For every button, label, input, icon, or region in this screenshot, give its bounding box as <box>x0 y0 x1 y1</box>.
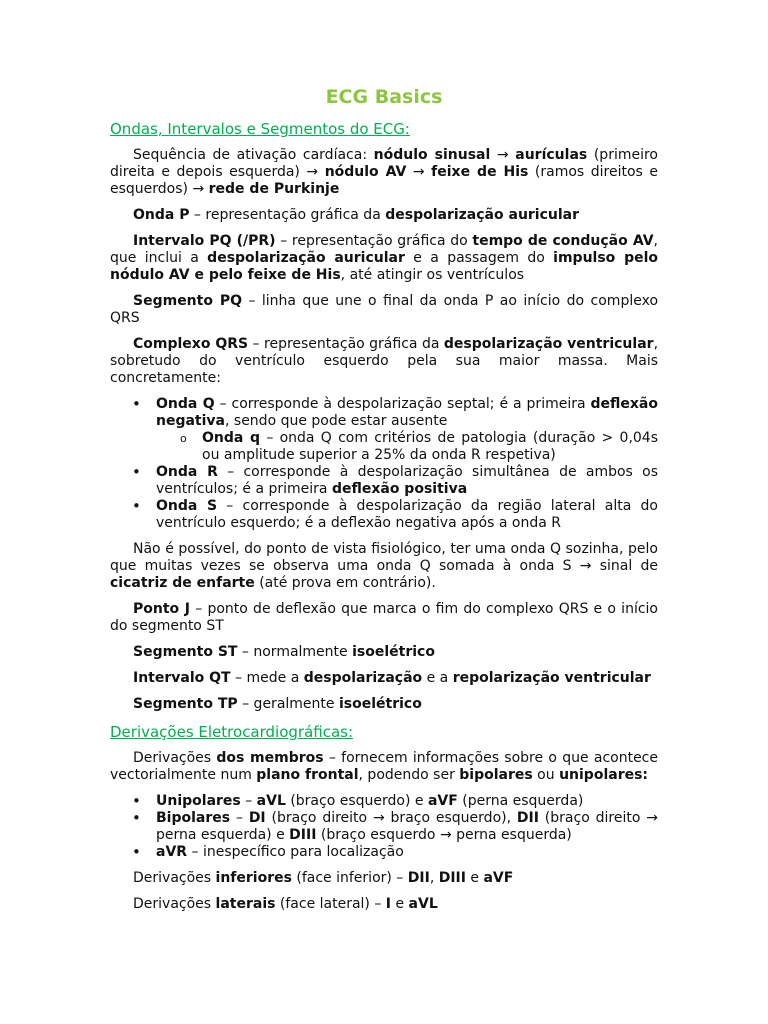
list-derivacoes <box>110 793 658 861</box>
paragraph-derivacoes-laterais: Derivações laterais (face lateral) – I e aVL <box>133 896 438 912</box>
paragraph-segmento-pq: Segmento PQ – linha que une o final da onda P ao início do complexo QRS <box>110 293 659 326</box>
document-title: ECG Basics <box>325 86 443 108</box>
list-item-bipolares: • Bipolares – DI (braço direito → braço esquerdo), DII (braço direito → perna esquerda) e DIII (braço esquerdo → perna esquerda) <box>110 810 658 844</box>
list-item-avr: • aVR – inespecífico para localização <box>110 844 658 861</box>
paragraph-derivacoes-inferiores: Derivações inferiores (face inferior) – DII, DIII e aVF <box>133 870 514 886</box>
section-heading-ondas: Ondas, Intervalos e Segmentos do ECG: <box>110 120 410 138</box>
list-item-onda-s: • Onda S – corresponde à despolarização da região lateral alta do ventrículo esquerdo; é a deflexão negativa após a onda R <box>110 498 658 532</box>
paragraph-intervalo-qt: Intervalo QT – mede a despolarização e a repolarização ventricular <box>133 670 651 686</box>
paragraph-sequencia-ativacao: Sequência de ativação cardíaca: nódulo sinusal → aurículas (primeiro direita e depois esquerda) → nódulo AV → feixe de His (ramos direitos e esquerdos) → rede de Purkinje <box>110 147 658 197</box>
paragraph-segmento-tp: Segmento TP – geralmente isoelétrico <box>133 696 422 712</box>
list-item-onda-q: • Onda Q – corresponde à despolarização septal; é a primeira deflexão negativa, sendo que pode estar ausente o Onda q – onda Q com critérios de patologia (duração > 0,04s ou amplitude superior a 25% da onda R respetiva) <box>110 396 658 464</box>
paragraph-nao-possivel: Não é possível, do ponto de vista fisiológico, ter uma onda Q sozinha, pelo que muitas vezes se observa uma onda Q somada à onda S → sinal de cicatriz de enfarte (até prova em contrário). <box>110 541 658 591</box>
paragraph-complexo-qrs: Complexo QRS – representação gráfica da despolarização ventricular, sobretudo do ventrículo esquerdo pela sua maior massa. Mais concretamente: <box>110 336 659 386</box>
section-heading-derivacoes: Derivações Eletrocardiográficas: <box>110 723 354 741</box>
list-item-unipolares: • Unipolares – aVL (braço esquerdo) e aVF (perna esquerda) <box>110 793 658 810</box>
list-ondas-qrs <box>110 396 658 532</box>
list-item-onda-r: • Onda R – corresponde à despolarização simultânea de ambos os ventrículos; é a primeira deflexão positiva <box>110 464 658 498</box>
paragraph-intervalo-pq: Intervalo PQ (/PR) – representação gráfica do tempo de condução AV, que inclui a despolarização auricular e a passagem do impulso pelo nódulo AV e pelo feixe de His, até atingir os ventrículos <box>110 233 659 283</box>
list-item-onda-q-patologica: o Onda q – onda Q com critérios de patologia (duração > 0,04s ou amplitude superior a 25% da onda R respetiva) <box>156 430 658 464</box>
paragraph-segmento-st: Segmento ST – normalmente isoelétrico <box>133 644 435 660</box>
document-body <box>110 84 658 922</box>
sublist-onda-q <box>156 430 658 464</box>
paragraph-ponto-j: Ponto J – ponto de deflexão que marca o fim do complexo QRS e o início do segmento ST <box>110 601 658 634</box>
paragraph-onda-p: Onda P – representação gráfica da despolarização auricular <box>133 207 580 223</box>
paragraph-derivacoes-membros: Derivações dos membros – fornecem informações sobre o que acontece vectorialmente num plano frontal, podendo ser bipolares ou unipolares: <box>110 750 658 783</box>
